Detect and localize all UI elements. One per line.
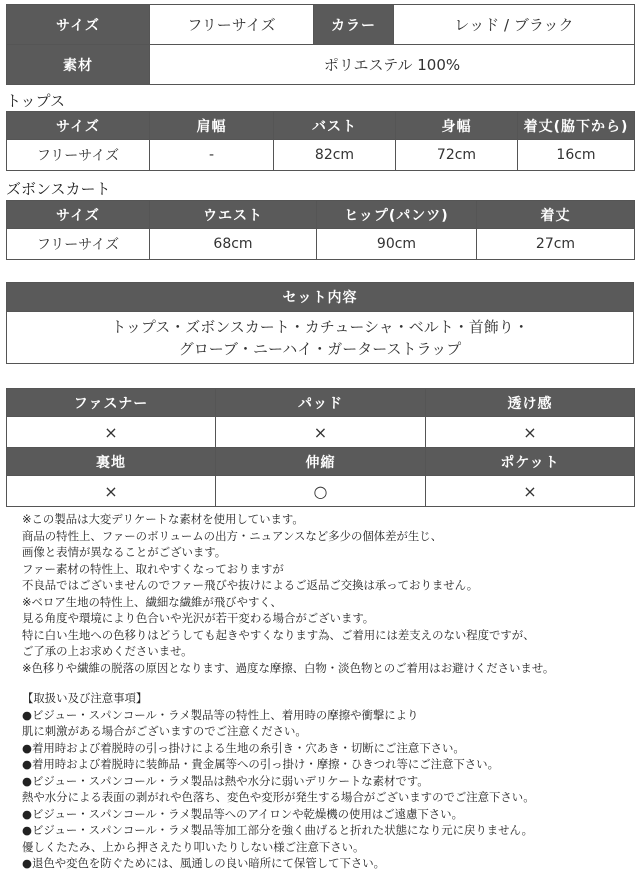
- set-contents-line: トップス・ズボンスカート・カチューシャ・ベルト・首飾り・: [111, 317, 529, 336]
- note-line: 画像と表情が異なることがございます。: [22, 545, 227, 559]
- skirt-header: ウエスト: [150, 201, 317, 229]
- care-line: ●ビジュー・スパンコール・ラメ製品は熱や水分に弱いデリケートな素材です。: [22, 773, 429, 788]
- tops-cell: -: [150, 140, 274, 171]
- feature-header: 伸縮: [216, 448, 426, 476]
- care-line: 【取扱い及び注意事項】: [22, 691, 148, 705]
- care-line: ●ビジュー・スパンコール・ラメ製品等へのアイロンや乾燥機の使用はご遠慮下さい。: [22, 806, 463, 821]
- set-contents-body: [7, 312, 634, 364]
- care-line: ●着用時および着脱時の引っ掛けによる生地の糸引き・穴あき・切断にご注意下さい。: [22, 740, 465, 755]
- tops-header: サイズ: [7, 112, 150, 140]
- feature-header: パッド: [216, 389, 426, 417]
- care-line: ●ビジュー・スパンコール・ラメ製品等の特性上、着用時の摩擦や衝撃により: [22, 707, 419, 722]
- spec-table: [6, 4, 634, 85]
- skirt-header: 着丈: [477, 201, 635, 229]
- feature-header: 裏地: [7, 448, 216, 476]
- tops-cell: 16cm: [518, 140, 635, 171]
- note-line: ※ベロア生地の特性上、繊細な繊維が飛びやすく、: [22, 594, 282, 609]
- tops-header: 身幅: [396, 112, 518, 140]
- color-value: レッド / ブラック: [394, 5, 635, 45]
- care-line: ●ビジュー・スパンコール・ラメ製品等加工部分を強く曲げると折れた状態になり元に戻りません。: [22, 823, 534, 837]
- tops-cell: 82cm: [274, 140, 396, 171]
- size-label: サイズ: [7, 5, 150, 45]
- skirt-title: ズボンスカート: [6, 180, 111, 198]
- care-line: 熱や水分による表面の剥がれや色落ち、変色や変形が発生する場合がございますのでご注意下さい。: [22, 790, 535, 804]
- feature-value: ×: [7, 476, 216, 507]
- set-contents-title: セット内容: [7, 283, 634, 312]
- tops-cell: フリーサイズ: [7, 140, 150, 171]
- color-label: カラー: [314, 5, 394, 45]
- tops-table: [6, 111, 634, 171]
- care-line: ●着用時および着脱時に装飾品・貴金属等への引っ掛け・摩擦・ひきつれ等にご注意下さい。: [22, 757, 499, 771]
- note-line: 商品の特性上、ファーのボリュームの出方・ニュアンスなど多少の個体差が生じ、: [22, 528, 443, 543]
- note-line: ファー素材の特性上、取れやすくなっておりますが: [22, 561, 284, 576]
- feature-header: ポケット: [426, 448, 635, 476]
- skirt-cell: フリーサイズ: [7, 229, 150, 260]
- care-line: 優しくたたみ、上から押さえたり叩いたりしない様ご注意下さい。: [22, 839, 365, 854]
- note-line: ※色移りや繊維の脱落の原因となります、過度な摩擦、白物・淡色物とのご着用はお避けくださいませ。: [22, 660, 555, 675]
- care-line: 肌に刺激がある場合がございますのでご注意ください。: [22, 724, 307, 738]
- care-line: ●退色や変色を防ぐためには、風通しの良い暗所にて保管して下さい。: [22, 856, 386, 870]
- tops-title: トップス: [6, 92, 65, 110]
- material-label: 素材: [7, 45, 150, 85]
- tops-header: バスト: [274, 112, 396, 140]
- feature-value: ×: [426, 417, 635, 448]
- set-contents-line: グローブ・ニーハイ・ガーターストラップ: [178, 339, 462, 358]
- feature-value: ○: [216, 476, 426, 507]
- product-notes: [22, 511, 634, 676]
- note-line: 不良品ではございませんのでファー飛びや抜けによるご返品ご交換は承っておりません。: [22, 578, 479, 592]
- tops-header: 肩幅: [150, 112, 274, 140]
- material-value: ポリエステル 100%: [150, 45, 635, 85]
- tops-cell: 72cm: [396, 140, 518, 171]
- feature-header: ファスナー: [7, 389, 216, 417]
- tops-header: 着丈(脇下から): [518, 112, 635, 140]
- note-line: ※この製品は大変デリケートな素材を使用しています。: [22, 512, 304, 526]
- feature-header: 透け感: [426, 389, 635, 417]
- feature-value: ×: [7, 417, 216, 448]
- feature-value: ×: [426, 476, 635, 507]
- note-line: ご了承の上お求めくださいませ。: [22, 644, 193, 658]
- features-table: [6, 388, 634, 507]
- skirt-cell: 68cm: [150, 229, 317, 260]
- skirt-cell: 90cm: [317, 229, 477, 260]
- skirt-table: [6, 200, 634, 260]
- skirt-header: サイズ: [7, 201, 150, 229]
- note-line: 特に白い生地への色移りはどうしても起きやすくなります為、ご着用には差支えのない程度ですが、: [22, 627, 535, 642]
- note-line: 見る角度や環境により色合いや光沢が若干変わる場合がございます。: [22, 611, 375, 625]
- skirt-header: ヒップ(パンツ): [317, 201, 477, 229]
- care-instructions: [22, 690, 634, 872]
- size-value: フリーサイズ: [150, 5, 314, 45]
- set-contents-table: [6, 282, 634, 364]
- feature-value: ×: [216, 417, 426, 448]
- skirt-cell: 27cm: [477, 229, 635, 260]
